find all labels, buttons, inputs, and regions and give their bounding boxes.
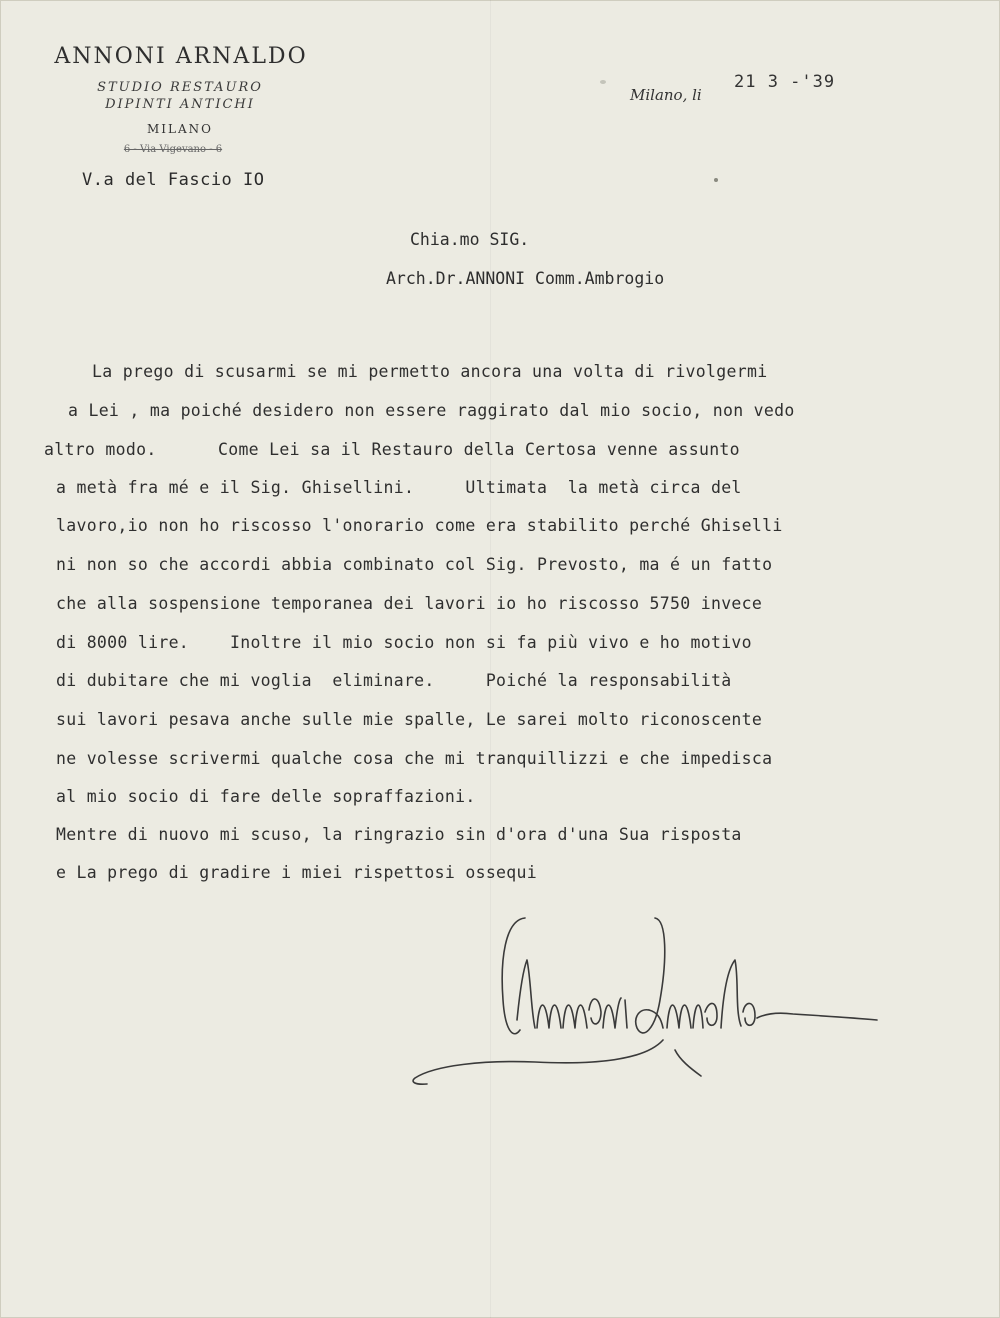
body-line: sui lavori pesava anche sulle mie spalle, Le sarei molto riconoscente xyxy=(56,710,763,729)
paper-stain xyxy=(600,80,606,84)
recipient-name: Arch.Dr.ANNONI Comm.Ambrogio xyxy=(386,269,665,288)
body-line: di 8000 lire. Inoltre il mio socio non si fa più vivo e ho motivo xyxy=(56,633,752,652)
body-line: di dubitare che mi voglia eliminare. Poiché la responsabilità xyxy=(56,671,732,690)
struck-old-address: 6 - Via Vigevano - 6 xyxy=(123,144,223,155)
letterhead-line-1: STUDIO RESTAURO xyxy=(97,80,263,95)
body-line: che alla sospensione temporanea dei lavori io ho riscosso 5750 invece xyxy=(56,594,763,613)
body-line: a metà fra mé e il Sig. Ghisellini. Ultimata la metà circa del xyxy=(56,478,742,497)
recipient-salutation: Chia.mo SIG. xyxy=(410,230,530,249)
typed-new-address: V.a del Fascio IO xyxy=(82,170,265,190)
dateline-place: Milano, li xyxy=(630,86,702,104)
paper-fold xyxy=(490,0,491,1318)
letterhead-name: ANNONI ARNALDO xyxy=(54,44,308,69)
body-line: lavoro,io non ho riscosso l'onorario come era stabilito perché Ghiselli xyxy=(56,516,783,535)
body-line: altro modo. Come Lei sa il Restauro della Certosa venne assunto xyxy=(44,440,740,459)
handwritten-signature xyxy=(405,900,895,1100)
body-line: a Lei , ma poiché desidero non essere raggirato dal mio socio, non vedo xyxy=(68,401,795,420)
body-line: Mentre di nuovo mi scuso, la ringrazio sin d'ora d'una Sua risposta xyxy=(56,825,742,844)
dateline-date: 21 3 -'39 xyxy=(734,72,836,92)
ink-speck xyxy=(714,178,718,182)
body-line: ni non so che accordi abbia combinato col Sig. Prevosto, ma é un fatto xyxy=(56,555,773,574)
body-line: al mio socio di fare delle sopraffazioni. xyxy=(56,787,476,806)
body-line: ne volesse scrivermi qualche cosa che mi tranquillizzi e che impedisca xyxy=(56,749,773,768)
body-line: e La prego di gradire i miei rispettosi ossequi xyxy=(56,863,537,882)
letterhead-city: MILANO xyxy=(147,122,213,136)
letterhead-line-2: DIPINTI ANTICHI xyxy=(105,97,255,112)
body-line: La prego di scusarmi se mi permetto ancora una volta di rivolgermi xyxy=(92,362,768,381)
